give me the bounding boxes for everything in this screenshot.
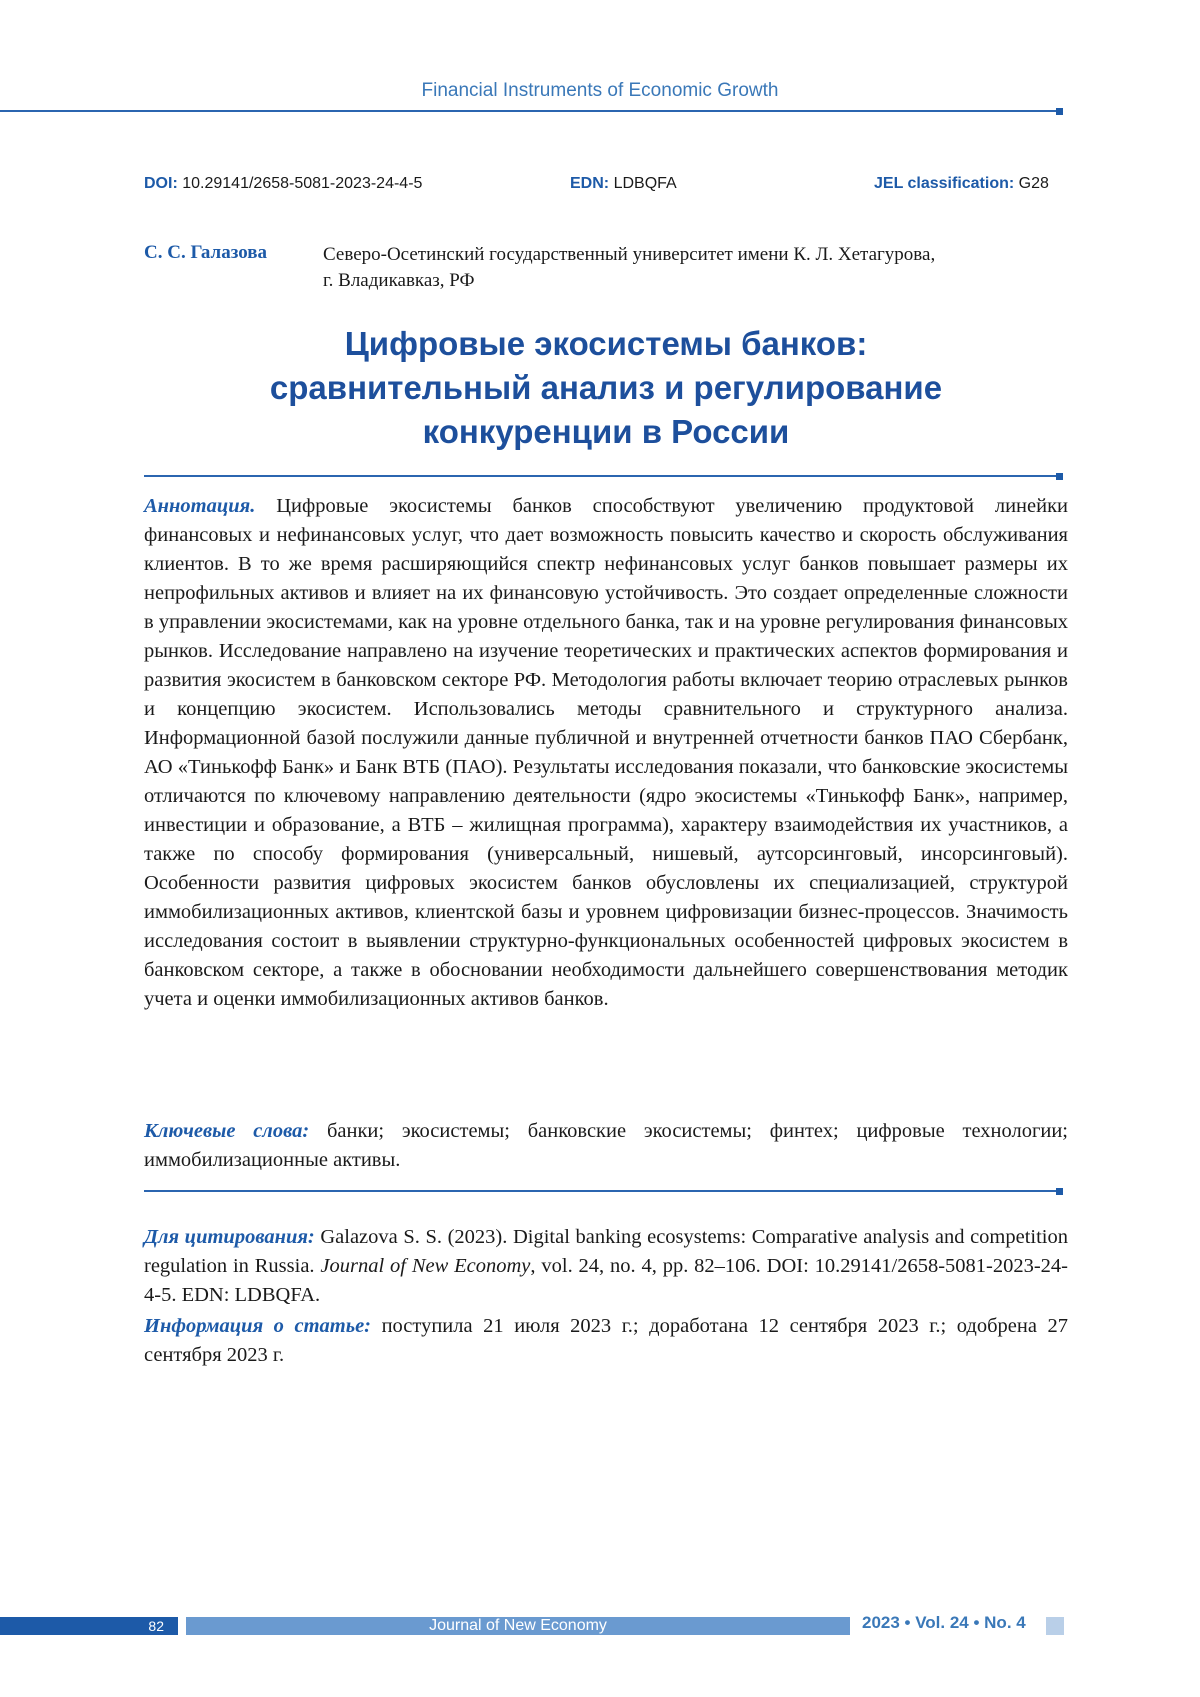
- abstract-label: Аннотация.: [144, 495, 256, 517]
- abstract-top-rule-cap: [1056, 473, 1063, 480]
- abstract-bottom-rule-cap: [1056, 1188, 1063, 1195]
- article-info-label: Информация о статье:: [144, 1315, 372, 1337]
- citation-text-after: , vol. 24, no. 4, pp. 82–106. DOI: 10.29141/2658-5081-2023-24-4-5. EDN: LDBQFA.: [144, 1255, 1069, 1306]
- doi-label: DOI:: [144, 175, 178, 192]
- author-affiliation: [323, 242, 1068, 294]
- keywords-label: Ключевые слова:: [144, 1120, 310, 1142]
- edn-value: LDBQFA: [613, 175, 677, 192]
- footer-square: [1046, 1617, 1064, 1635]
- citation: [144, 1223, 1068, 1310]
- abstract-bottom-rule: [144, 1190, 1058, 1192]
- header-rule: [0, 110, 1058, 112]
- edn-line: [570, 175, 677, 197]
- jel-value: G28: [1018, 175, 1049, 192]
- keywords-text: банки; экосистемы; банковские экосистемы; финтех; цифровые технологии; иммобилизационные активы.: [144, 1120, 1068, 1171]
- edn-label: EDN:: [570, 175, 610, 192]
- citation-label: Для цитирования:: [144, 1226, 315, 1248]
- keywords: [144, 1117, 1068, 1175]
- footer-issue: 2023 • Vol. 24 • No. 4: [862, 1613, 1026, 1632]
- doi-line: [144, 175, 422, 197]
- citation-text-before: Galazova S. S. (2023). Digital banking ecosystems: Comparative analysis and competition regulation in Russia.: [144, 1226, 1068, 1277]
- article-info: [144, 1312, 1068, 1370]
- abstract: [144, 492, 1068, 1014]
- header-rule-cap: [1056, 108, 1063, 115]
- jel-label: JEL classification:: [874, 175, 1015, 192]
- abstract-top-rule: [144, 475, 1058, 477]
- author-name: С. С. Галазова: [144, 242, 267, 263]
- article-title: [144, 322, 1068, 454]
- footer-journal-name: Journal of New Economy: [186, 1617, 850, 1635]
- affiliation-line-2: г. Владикавказ, РФ: [323, 270, 475, 291]
- doi-value: 10.29141/2658-5081-2023-24-4-5: [182, 175, 423, 192]
- title-line-3: конкуренции в России: [422, 413, 790, 450]
- citation-journal: Journal of New Economy: [320, 1255, 531, 1277]
- footer-page-number: 82: [0, 1617, 178, 1635]
- jel-line: [874, 175, 1049, 197]
- affiliation-line-1: Северо-Осетинский государственный университет имени К. Л. Хетагурова,: [323, 244, 936, 265]
- running-head: Financial Instruments of Economic Growth: [421, 80, 779, 101]
- title-line-1: Цифровые экосистемы банков:: [344, 325, 868, 362]
- abstract-text: Цифровые экосистемы банков способствуют увеличению продуктовой линейки финансовых и нефинансовых услуг, что дает возможность повысить качество и скорость обслуживания клиентов. В то же время расширяющийся спектр нефинансовых услуг банков повышает размеры их непрофильных активов и влияет на их финансовую устойчивость. Это создает определенные сложности в управлении экосистемами, как на уровне отдельного банка, так и на уровне регулирования финансовых рынков. Исследование направлено на изучение теоретических и практических аспектов формирования и развития экосистем в банковском секторе РФ. Методология работы включает теорию отраслевых рынков и концепцию экосистем. Использовались методы сравнительного и структурного анализа. Информационной базой послужили данные публичной и внутренней отчетности банков ПАО Сбербанк, АО «Тинькофф Банк» и Банк ВТБ (ПАО). Результаты исследования показали, что банковские экосистемы отличаются по ключевому направлению деятельности (ядро экосистемы «Тинькофф Банк», например, инвестиции и образование, а ВТБ – жилищная программа), характеру взаимодействия их участников, а также по способу формирования (универсальный, нишевый, аутсорсинговый, инсорсинговый). Особенности развития цифровых экосистем банков обусловлены их специализацией, структурой иммобилизационных активов, клиентской базы и уровнем цифровизации бизнес-процессов. Значимость исследования состоит в выявлении структурно-функциональных особенностей цифровых экосистем в банковском секторе, а также в обосновании необходимости дальнейшего совершенствования методик учета и оценки иммобилизационных активов банков.: [144, 495, 1069, 1010]
- article-info-text: поступила 21 июля 2023 г.; доработана 12 сентября 2023 г.; одобрена 27 сентября 2023 г.: [144, 1315, 1068, 1366]
- title-line-2: сравнительный анализ и регулирование: [269, 369, 943, 406]
